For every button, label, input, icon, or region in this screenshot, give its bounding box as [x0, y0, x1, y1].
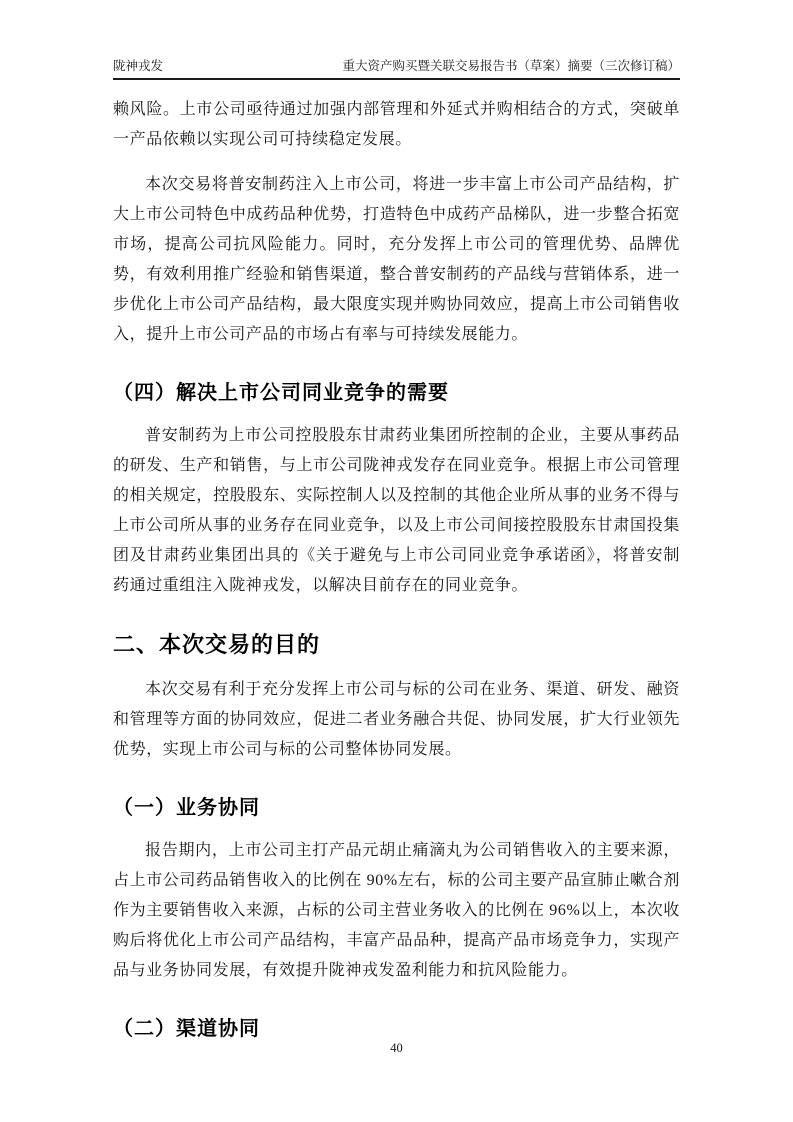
- header-company-name: 陇神戎发: [113, 59, 164, 73]
- header-report-title: 重大资产购买暨关联交易报告书（草案）摘要（三次修订稿）: [342, 59, 680, 73]
- heading-chapter-2-transaction-purpose: 二、本次交易的目的: [113, 632, 321, 657]
- page-number: 40: [390, 1041, 403, 1055]
- paragraph-competition-resolution: 普安制药为上市公司控股股东甘肃药业集团所控制的企业，主要从事药品的研发、生产和销售，与上市公司陇神戎发存在同业竞争。根据上市公司管理的相关规定，控股股东、实际控制人以及控制的其他企业所从事的业务不得与上市公司所从事的业务存在同业竞争，以及上市公司间接控股股东甘肃国投集团及甘肃药业集团出具的《关于避免与上市公司同业竞争承诺函》，将普安制药通过重组注入陇神戎发，以解决目前存在的同业竞争。: [113, 427, 680, 594]
- paragraph-transaction-injection: 本次交易将普安制药注入上市公司，将进一步丰富上市公司产品结构，扩大上市公司特色中成药品种优势，打造特色中成药产品梯队，进一步整合拓宽市场，提高公司抗风险能力。同时，充分发挥上市公司的管理优势、品牌优势，有效利用推广经验和销售渠道，整合普安制药的产品线与营销体系，进一步优化上市公司产品结构，最大限度实现并购协同效应，提高上市公司销售收入，提升上市公司产品的市场占有率与可持续发展能力。: [113, 176, 680, 343]
- document-content: [113, 0, 680, 1055]
- heading-section-4-competition-need: （四）解决上市公司同业竞争的需要: [113, 382, 449, 404]
- paragraph-business-synergy: 报告期内，上市公司主打产品元胡止痛滴丸为公司销售收入的主要来源，占上市公司药品销售收入的比例在 90%左右，标的公司主要产品宣肺止嗽合剂作为主要销售收入来源，占标的公司主营业务收入的比例在 96%以上，本次收购后将优化上市公司产品结构，丰富产品品种，提高产品市场竞争力，实现产品与业务协同发展，有效提升陇神戎发盈利能力和抗风险能力。: [113, 841, 680, 979]
- heading-business-synergy: （一）业务协同: [113, 796, 260, 819]
- page-header: [113, 0, 680, 80]
- heading-channel-synergy: （二）渠道协同: [113, 1017, 260, 1040]
- paragraph-transaction-purpose: 本次交易有利于充分发挥上市公司与标的公司在业务、渠道、研发、融资和管理等方面的协同效应，促进二者业务融合共促、协同发展，扩大行业领先优势，实现上市公司与标的公司整体协同发展。: [113, 680, 680, 758]
- paragraph-risk-continuation: 赖风险。上市公司亟待通过加强内部管理和外延式并购相结合的方式，突破单一产品依赖以实现公司可持续稳定发展。: [113, 101, 680, 148]
